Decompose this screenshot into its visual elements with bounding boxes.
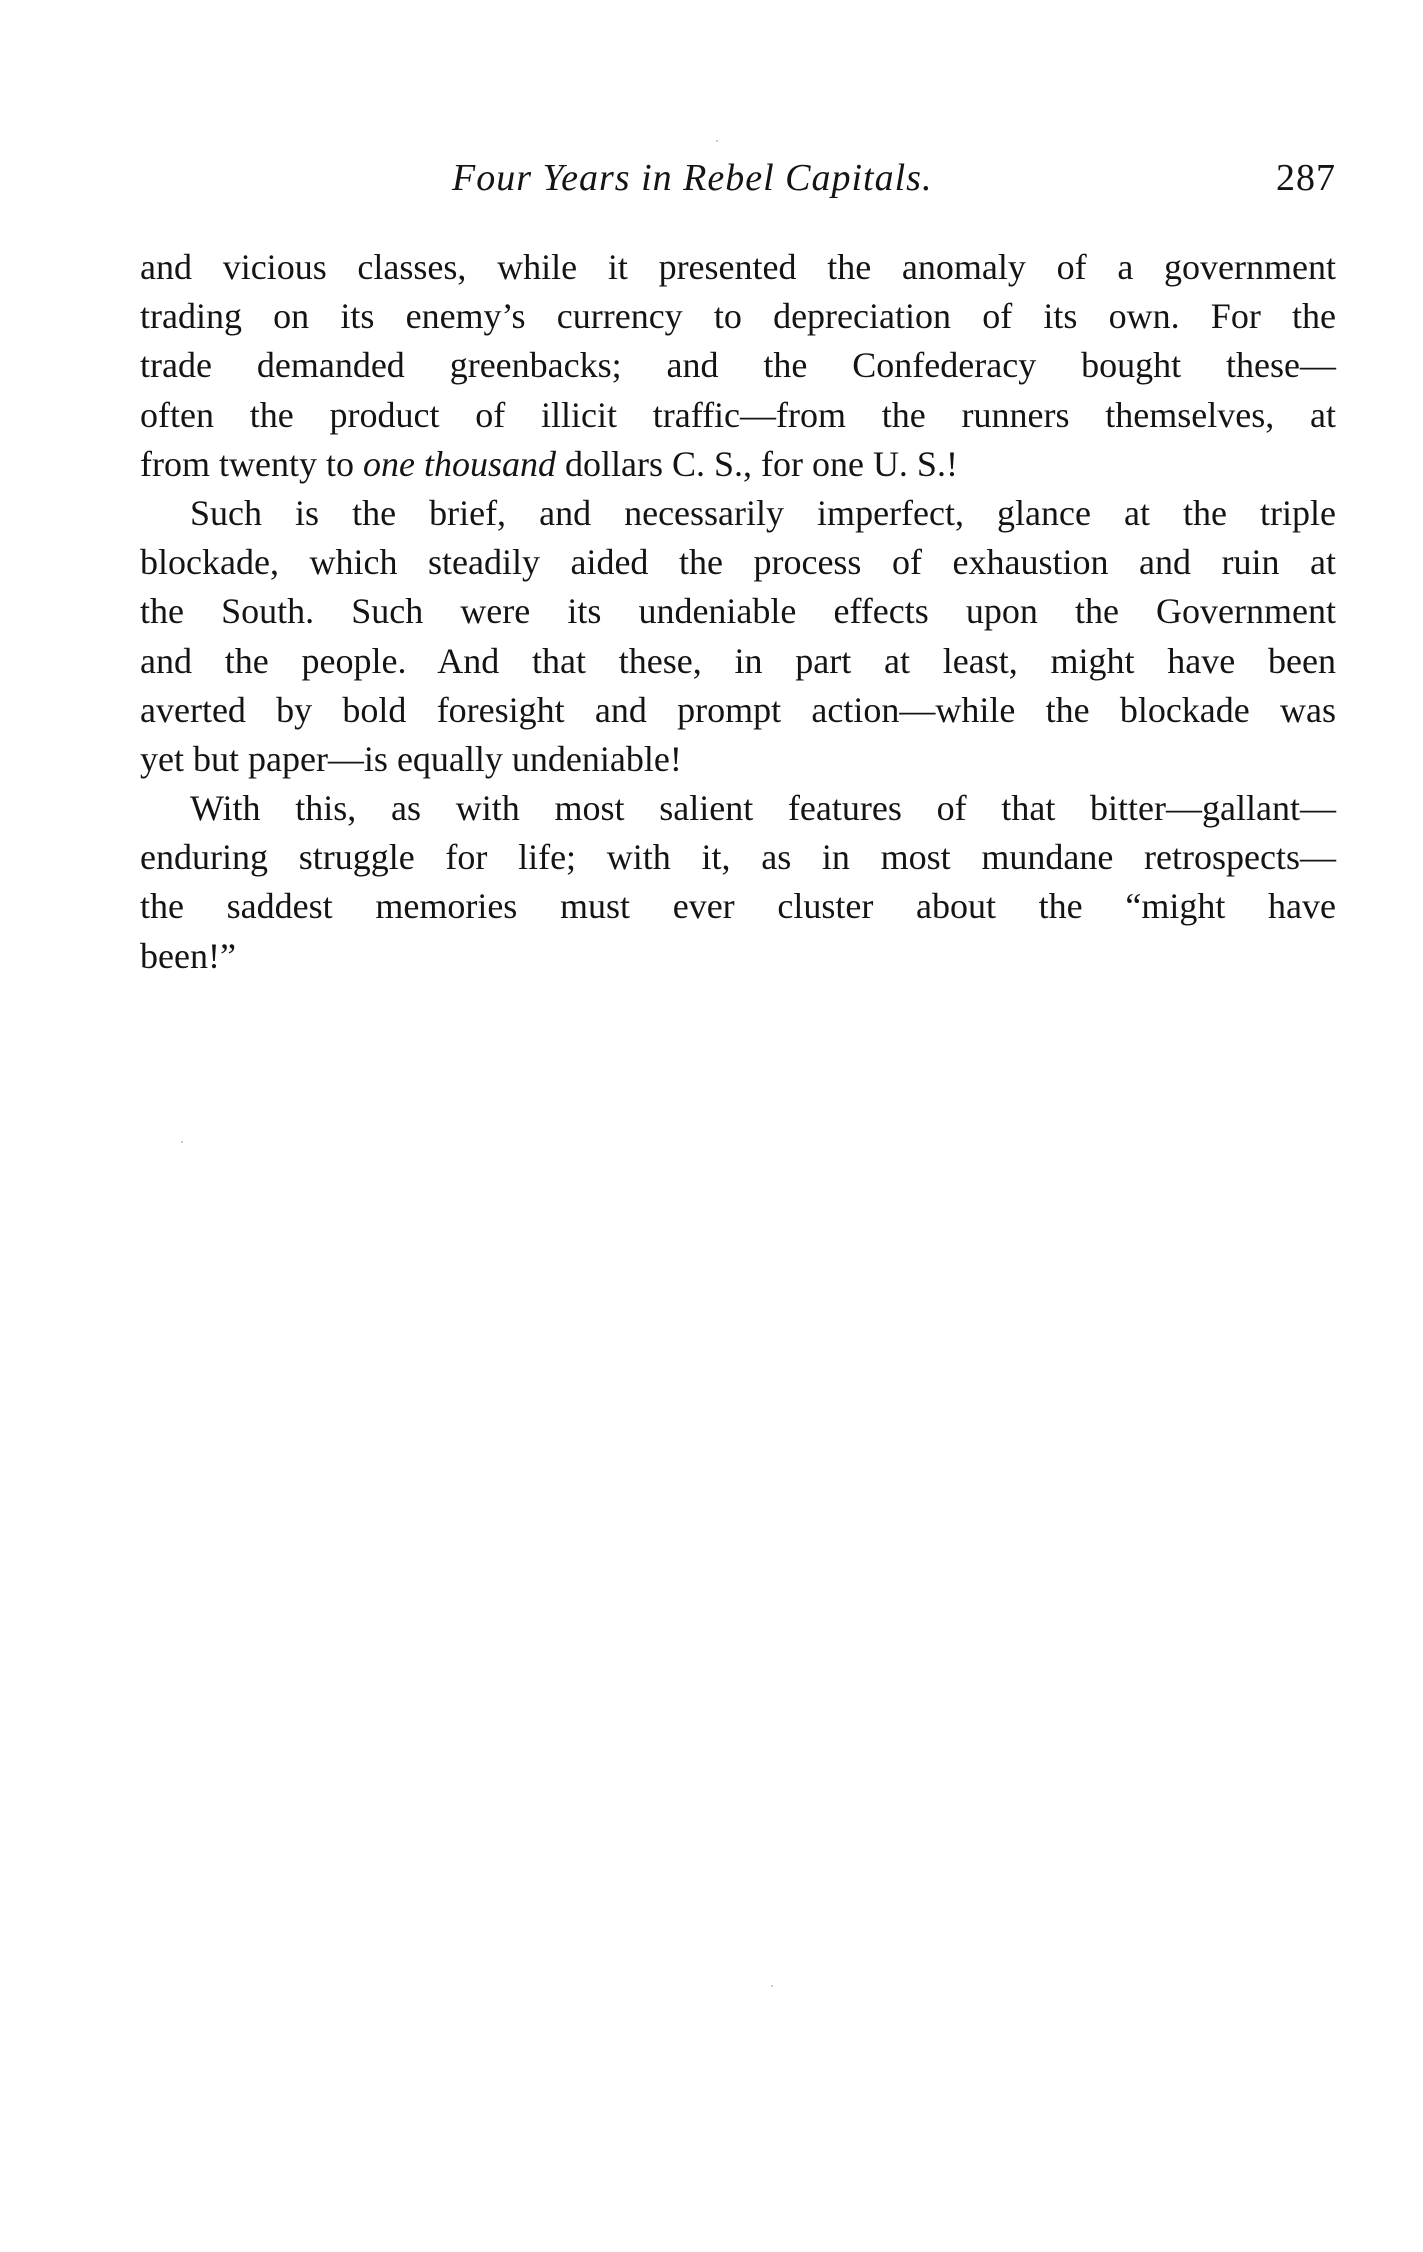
text-line: often the product of illicit traffic—from the runners themselves, at bbox=[140, 394, 1336, 435]
italic-phrase: one thousand bbox=[362, 443, 556, 484]
text-line: the saddest memories must ever cluster about the “might have bbox=[140, 886, 1336, 927]
paper-speck bbox=[716, 140, 718, 142]
text-line: yet but paper—is equally undeniable! bbox=[140, 738, 682, 779]
running-title: Four Years in Rebel Capitals. bbox=[452, 157, 933, 199]
page-number: 287 bbox=[1276, 157, 1336, 199]
text-line: been!” bbox=[140, 935, 236, 976]
text-run: dollars C. S., for one U. S.! bbox=[555, 443, 958, 484]
text-line: blockade, which steadily aided the process of exhaustion and ruin at bbox=[140, 542, 1336, 583]
text-line: trade demanded greenbacks; and the Confederacy bought these— bbox=[140, 345, 1336, 386]
text-line: With this, as with most salient features of that bitter—gallant— bbox=[190, 788, 1336, 829]
paragraph-3 bbox=[140, 784, 1336, 981]
text-line: averted by bold foresight and prompt action—while the blockade was bbox=[140, 689, 1336, 730]
text-line: enduring struggle for life; with it, as in most mundane retrospects— bbox=[140, 837, 1336, 878]
text-line: Such is the brief, and necessarily imperfect, glance at the triple bbox=[190, 492, 1336, 533]
paper-speck bbox=[771, 1985, 773, 1987]
body-text bbox=[140, 243, 1336, 981]
text-line bbox=[140, 440, 1336, 489]
text-line: and the people. And that these, in part at least, might have been bbox=[140, 640, 1336, 681]
paragraph-1 bbox=[140, 243, 1336, 489]
paper-speck bbox=[181, 1141, 183, 1143]
text-run: from twenty to bbox=[140, 443, 363, 484]
text-line: and vicious classes, while it presented the anomaly of a government bbox=[140, 247, 1336, 287]
text-line: trading on its enemy’s currency to depreciation of its own. For the bbox=[140, 296, 1336, 337]
running-head bbox=[140, 148, 1336, 208]
text-line: the South. Such were its undeniable effects upon the Government bbox=[140, 591, 1336, 632]
paragraph-2 bbox=[140, 489, 1336, 784]
